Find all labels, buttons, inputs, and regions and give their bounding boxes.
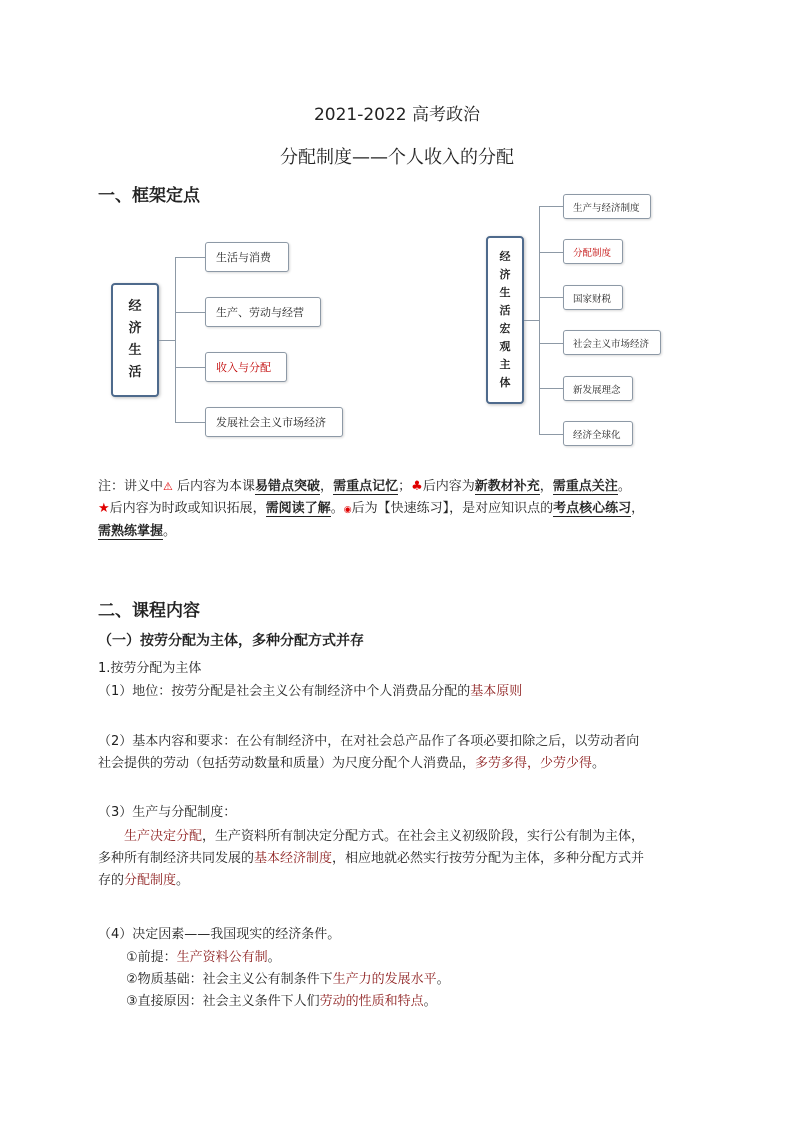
para-text: ③直接原因：社会主义条件下人们 bbox=[126, 994, 320, 1009]
left-item-box: 发展社会主义市场经济 bbox=[205, 407, 343, 437]
left-item-box: 生活与消费 bbox=[205, 242, 289, 272]
note-text: 。 bbox=[163, 524, 177, 539]
right-main-char: 活 bbox=[499, 304, 511, 317]
paragraph-4-list bbox=[126, 947, 686, 1013]
right-main-char: 宏 bbox=[499, 322, 511, 335]
year-title: 2021-2022 高考政治 bbox=[313, 105, 481, 125]
star-icon: ★ bbox=[98, 501, 110, 516]
para-text: 社会提供的劳动（包括劳动数量和质量）为尺度分配个人消费品， bbox=[98, 756, 476, 771]
legend-note bbox=[98, 476, 698, 543]
para-text: ①前提： bbox=[126, 950, 177, 965]
para-text: （1）地位：按劳分配是社会主义公有制经济中个人消费品分配的 bbox=[98, 684, 471, 699]
right-main-char: 生 bbox=[499, 286, 511, 299]
right-item-box: 生产与经济制度 bbox=[563, 194, 651, 219]
connector bbox=[539, 252, 563, 253]
para-text: ，相应地就必然实行按劳分配为主体，多种分配方式并 bbox=[332, 851, 645, 866]
connector bbox=[539, 343, 563, 344]
para-keyword: 基本原则 bbox=[470, 684, 523, 699]
connector bbox=[539, 388, 563, 389]
para-text: ，生产资料所有制决定分配方式。在社会主义初级阶段，实行公有制为主体， bbox=[202, 829, 645, 844]
topic-title: 分配制度——个人收入的分配 bbox=[280, 147, 514, 168]
section2-heading: 二、课程内容 bbox=[98, 601, 200, 621]
right-item-box: 经济全球化 bbox=[563, 421, 633, 446]
right-item-box: 社会主义市场经济 bbox=[563, 330, 661, 355]
para-keyword: 生产力的发展水平 bbox=[332, 972, 437, 987]
section1-heading: 一、框架定点 bbox=[98, 186, 200, 206]
connector bbox=[159, 340, 175, 341]
para-text: 。 bbox=[592, 756, 606, 771]
para-text: 。 bbox=[423, 994, 437, 1009]
connector bbox=[175, 257, 205, 258]
para-keyword: 劳动的性质和特点 bbox=[319, 994, 424, 1009]
para-text: 存的 bbox=[98, 873, 125, 888]
note-text: ， bbox=[539, 479, 553, 494]
subsection-heading: （一）按劳分配为主体，多种分配方式并存 bbox=[98, 633, 364, 649]
para-keyword: 生产决定分配 bbox=[124, 829, 203, 844]
right-main-box bbox=[486, 236, 524, 404]
note-text: ， bbox=[320, 479, 334, 494]
note-emphasis: 需重点记忆 bbox=[333, 479, 399, 494]
paragraph-1 bbox=[98, 681, 698, 703]
right-main-char: 主 bbox=[499, 358, 511, 371]
left-main-char: 生 bbox=[128, 343, 142, 358]
left-item-box: 生产、劳动与经营 bbox=[205, 297, 321, 327]
para-text: ②物质基础：社会主义公有制条件下 bbox=[126, 972, 333, 987]
warning-triangle-icon: ⚠ bbox=[163, 480, 173, 493]
para-text: 。 bbox=[176, 873, 190, 888]
paragraph-3 bbox=[98, 826, 698, 892]
note-emphasis: 易错点突破 bbox=[255, 479, 321, 494]
connector bbox=[539, 206, 563, 207]
para-keyword: 多劳多得，少劳少得 bbox=[475, 756, 593, 771]
right-item-box: 国家财税 bbox=[563, 285, 623, 310]
note-text: 注：讲义中 bbox=[98, 479, 164, 494]
note-text: 后内容为本课 bbox=[172, 479, 256, 494]
right-main-char: 体 bbox=[499, 376, 511, 389]
connector bbox=[175, 257, 176, 422]
para-text: 。 bbox=[267, 950, 281, 965]
note-text: 。 bbox=[330, 501, 344, 516]
right-main-char: 观 bbox=[499, 340, 511, 353]
connector bbox=[175, 367, 205, 368]
note-emphasis: 需重点关注 bbox=[552, 479, 618, 494]
connector bbox=[175, 422, 205, 423]
connector bbox=[539, 297, 563, 298]
para-keyword: 生产资料公有制 bbox=[176, 950, 268, 965]
para-keyword: 分配制度 bbox=[124, 873, 177, 888]
right-main-char: 经 bbox=[499, 250, 511, 263]
left-main-box bbox=[111, 283, 159, 397]
para-text: 。 bbox=[436, 972, 450, 987]
left-main-char: 经 bbox=[128, 299, 142, 314]
club-icon: ♣ bbox=[411, 479, 423, 494]
paragraph-2 bbox=[98, 731, 698, 775]
connector bbox=[539, 206, 540, 434]
left-main-char: 济 bbox=[128, 321, 142, 336]
item-heading: 1.按劳分配为主体 bbox=[98, 661, 202, 676]
note-text: 后内容为时政或知识拓展， bbox=[109, 501, 266, 516]
right-item-box: 新发展理念 bbox=[563, 376, 633, 401]
note-text: 。 bbox=[617, 479, 631, 494]
para-text: 多种所有制经济共同发展的 bbox=[98, 851, 255, 866]
connector bbox=[175, 312, 205, 313]
paragraph-3-heading: （3）生产与分配制度： bbox=[98, 805, 237, 820]
left-main-char: 活 bbox=[128, 365, 142, 380]
note-emphasis: 需阅读了解 bbox=[265, 501, 331, 516]
para-text: （2）基本内容和要求：在公有制经济中，在对社会总产品作了各项必要扣除之后，以劳动者向 bbox=[98, 734, 640, 749]
connector bbox=[539, 434, 563, 435]
note-emphasis: 新教材补充 bbox=[474, 479, 540, 494]
left-item-box-highlight: 收入与分配 bbox=[205, 352, 287, 382]
para-keyword: 基本经济制度 bbox=[254, 851, 333, 866]
note-text: 后内容为 bbox=[422, 479, 475, 494]
note-emphasis: 考点核心练习 bbox=[553, 501, 632, 516]
note-emphasis: 需熟练掌握 bbox=[98, 524, 164, 539]
note-text: ； bbox=[398, 479, 412, 494]
connector bbox=[524, 320, 539, 321]
right-item-box-highlight: 分配制度 bbox=[563, 239, 623, 264]
note-text: 后为【快速练习】，是对应知识点的 bbox=[351, 501, 554, 516]
target-icon: ◉ bbox=[343, 505, 352, 515]
paragraph-4-heading: （4）决定因素——我国现实的经济条件。 bbox=[98, 927, 341, 942]
note-text: ， bbox=[631, 501, 645, 516]
right-main-char: 济 bbox=[499, 268, 511, 281]
